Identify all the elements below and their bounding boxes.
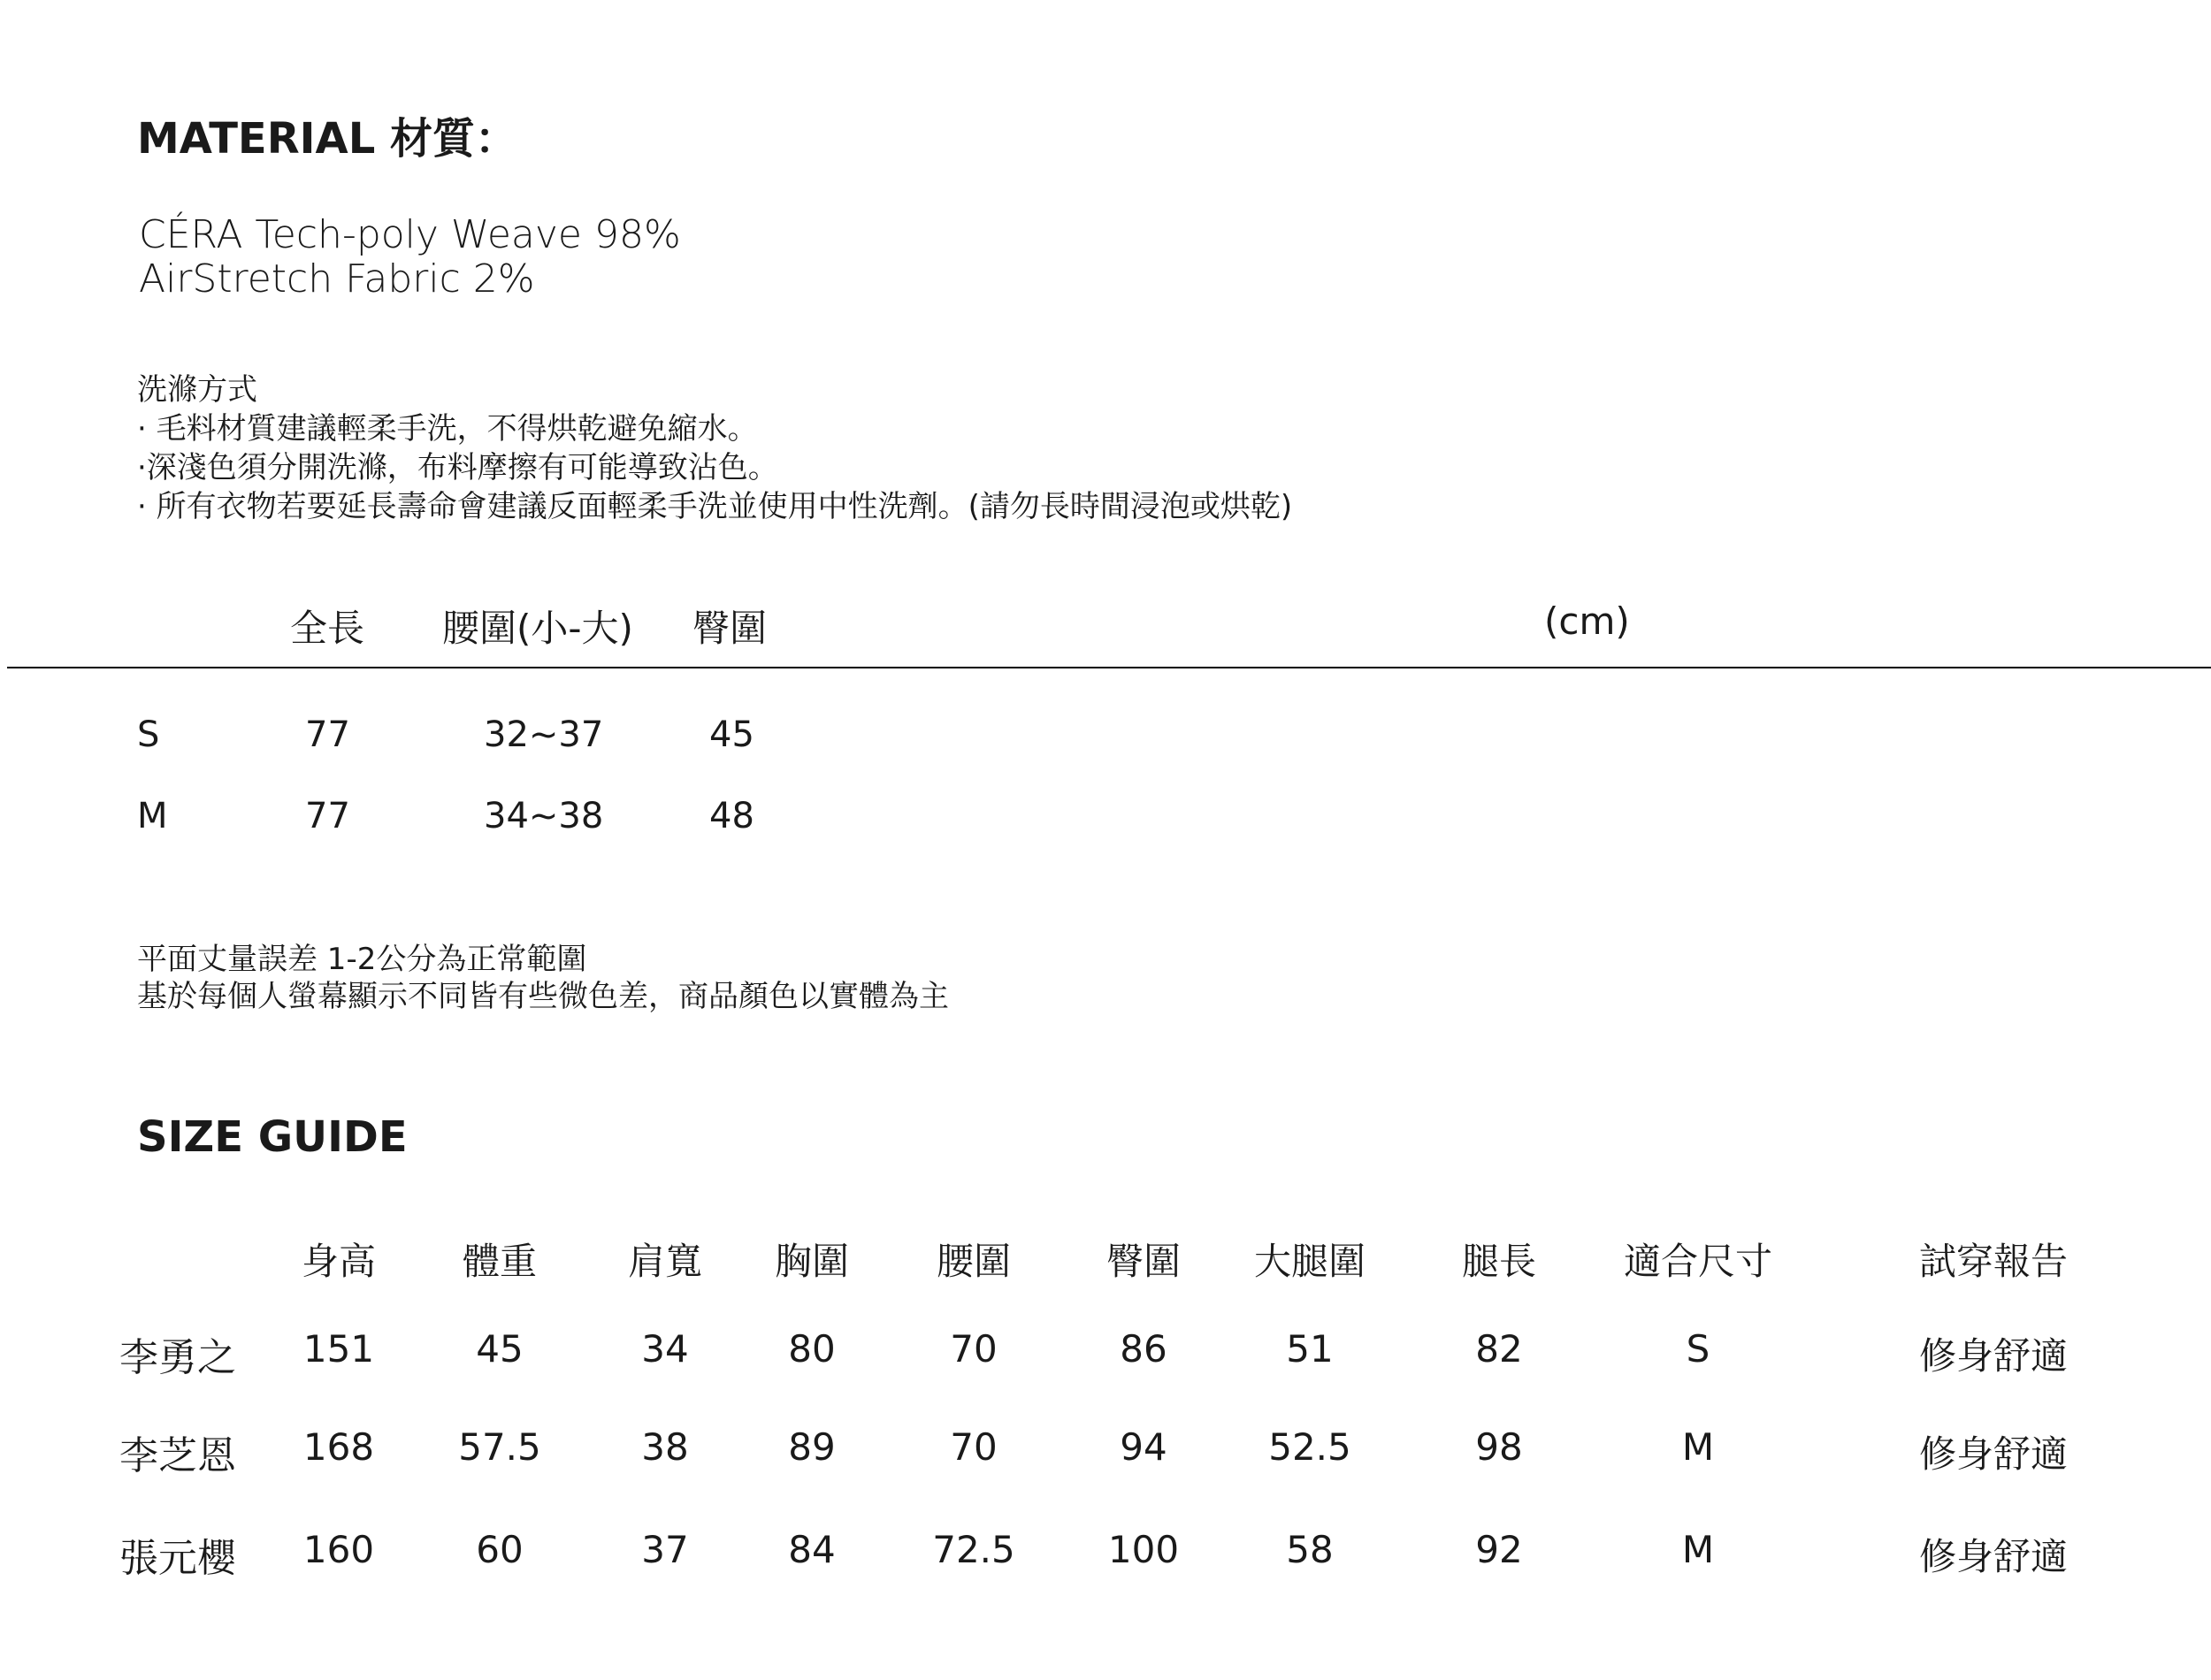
guide-cell: 修身舒適 bbox=[1918, 1432, 2069, 1476]
guide-cell: 92 bbox=[1475, 1528, 1523, 1571]
guide-cell: 100 bbox=[1107, 1528, 1180, 1571]
guide-cell: 89 bbox=[788, 1425, 836, 1469]
guide-cell: 修身舒適 bbox=[1918, 1535, 2069, 1578]
material-title: MATERIAL 材質： bbox=[137, 114, 517, 164]
guide-cell: M bbox=[1681, 1528, 1715, 1571]
guide-cell: 34 bbox=[641, 1327, 689, 1371]
material-line-2: AirStretch Fabric 2% bbox=[139, 256, 535, 302]
size-guide-title: SIZE GUIDE bbox=[137, 1112, 408, 1162]
guide-cell: M bbox=[1681, 1425, 1715, 1469]
note-line-2: 基於每個人螢幕顯示不同皆有些微色差，商品顏色以實體為主 bbox=[137, 979, 949, 1014]
guide-header-6: 臀圍 bbox=[1106, 1240, 1182, 1283]
table-divider bbox=[7, 667, 2211, 668]
guide-cell: 160 bbox=[302, 1528, 375, 1571]
care-heading: 洗滌方式 bbox=[137, 372, 257, 408]
size-header-waist: 腰圍(小-大) bbox=[442, 607, 633, 650]
guide-cell: 57.5 bbox=[458, 1425, 541, 1469]
size-row-s-label: S bbox=[137, 714, 160, 755]
guide-cell: 151 bbox=[302, 1327, 375, 1371]
guide-row-name: 李芝恩 bbox=[119, 1433, 236, 1478]
guide-cell: 80 bbox=[788, 1327, 836, 1371]
guide-cell: 98 bbox=[1475, 1425, 1523, 1469]
size-header-hip: 臀圍 bbox=[692, 607, 768, 650]
care-line-1: · 毛料材質建議輕柔手洗，不得烘乾避免縮水。 bbox=[137, 411, 758, 447]
guide-cell: 94 bbox=[1120, 1425, 1167, 1469]
guide-header-9: 適合尺寸 bbox=[1623, 1240, 1773, 1283]
size-row-s-waist: 32~37 bbox=[484, 714, 604, 755]
size-unit: (cm) bbox=[1544, 599, 1630, 643]
guide-row-name: 張元櫻 bbox=[119, 1536, 236, 1581]
guide-cell: 37 bbox=[641, 1528, 689, 1571]
guide-cell: 168 bbox=[302, 1425, 375, 1469]
care-line-3: · 所有衣物若要延長壽命會建議反面輕柔手洗並使用中性洗劑。(請勿長時間浸泡或烘乾) bbox=[137, 489, 1293, 524]
guide-header-10: 試穿報告 bbox=[1918, 1240, 2069, 1283]
guide-cell: 82 bbox=[1475, 1327, 1523, 1371]
guide-cell: 58 bbox=[1286, 1528, 1334, 1571]
guide-row-name: 李勇之 bbox=[119, 1335, 236, 1380]
size-header-length: 全長 bbox=[290, 607, 365, 650]
guide-cell: 45 bbox=[476, 1327, 524, 1371]
guide-cell: 70 bbox=[950, 1425, 998, 1469]
material-line-1: CÉRA Tech-poly Weave 98% bbox=[139, 212, 681, 257]
guide-header-8: 腿長 bbox=[1461, 1240, 1537, 1283]
guide-cell: 60 bbox=[476, 1528, 524, 1571]
guide-cell: 38 bbox=[641, 1425, 689, 1469]
size-row-m-waist: 34~38 bbox=[484, 796, 604, 836]
guide-header-1: 身高 bbox=[301, 1240, 377, 1283]
care-line-2: ·深淺色須分開洗滌，布料摩擦有可能導致沾色。 bbox=[137, 450, 778, 485]
guide-cell: 72.5 bbox=[932, 1528, 1015, 1571]
guide-cell: 86 bbox=[1120, 1327, 1167, 1371]
guide-cell: 修身舒適 bbox=[1918, 1334, 2069, 1378]
size-row-m-label: M bbox=[137, 796, 168, 836]
size-row-m-hip: 48 bbox=[709, 796, 754, 836]
guide-cell: 84 bbox=[788, 1528, 836, 1571]
guide-header-4: 胸圍 bbox=[774, 1240, 850, 1283]
guide-cell: 52.5 bbox=[1268, 1425, 1351, 1469]
guide-header-2: 體重 bbox=[462, 1240, 538, 1283]
guide-cell: 70 bbox=[950, 1327, 998, 1371]
note-line-1: 平面丈量誤差 1-2公分為正常範圍 bbox=[137, 942, 587, 977]
size-row-s-hip: 45 bbox=[709, 714, 754, 755]
size-row-s-length: 77 bbox=[305, 714, 350, 755]
guide-header-3: 肩寬 bbox=[627, 1240, 703, 1283]
guide-header-7: 大腿圍 bbox=[1253, 1240, 1366, 1283]
guide-cell: 51 bbox=[1286, 1327, 1334, 1371]
guide-cell: S bbox=[1686, 1327, 1710, 1371]
size-row-m-length: 77 bbox=[305, 796, 350, 836]
guide-header-5: 腰圍 bbox=[936, 1240, 1012, 1283]
